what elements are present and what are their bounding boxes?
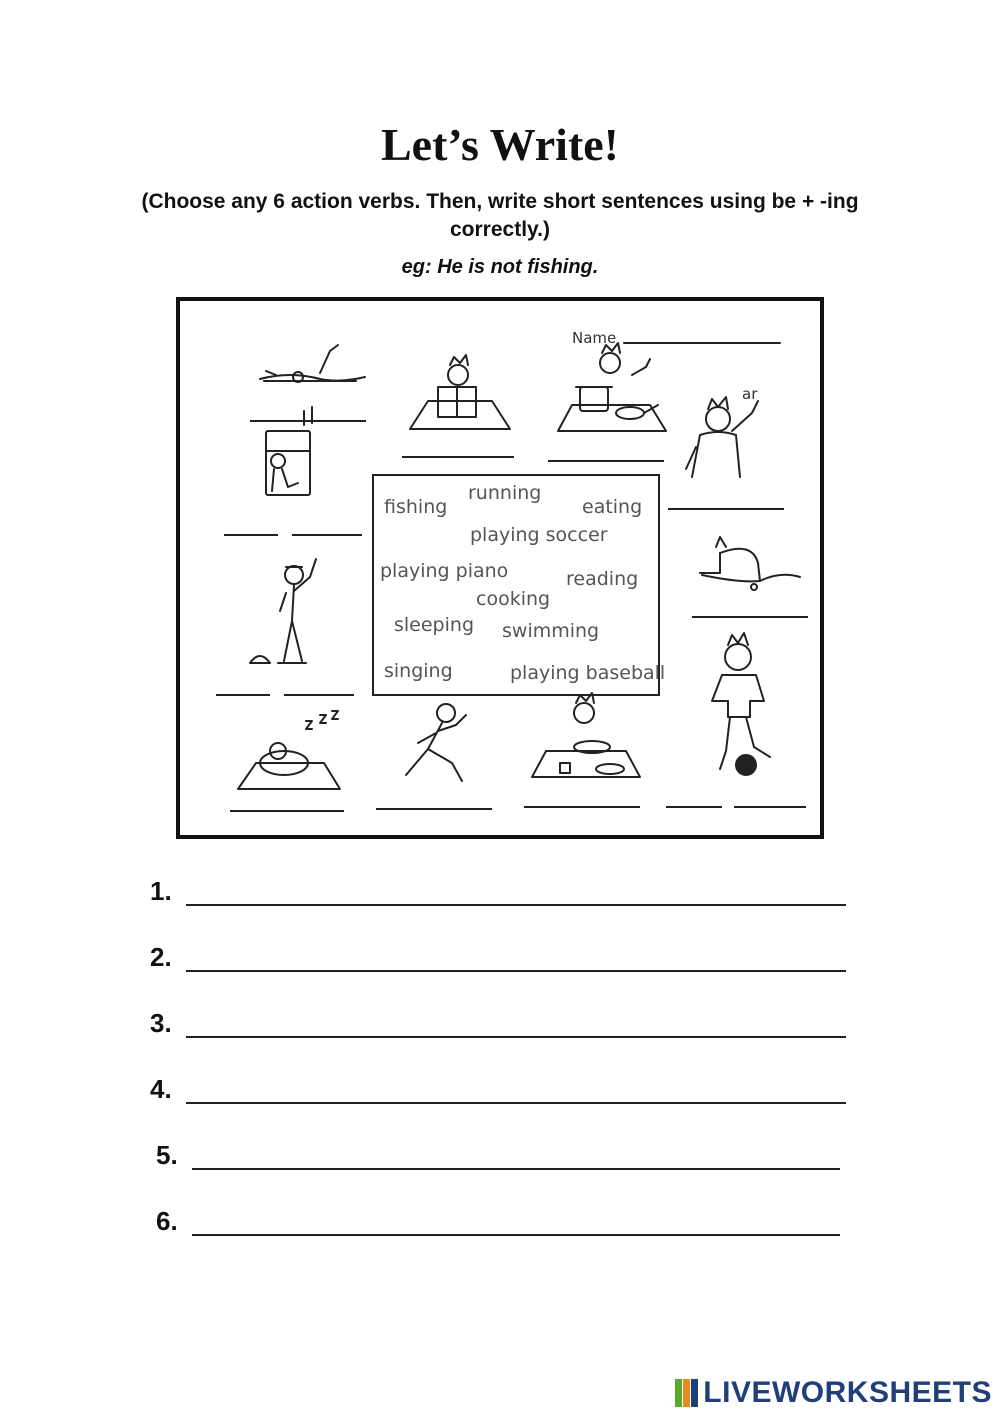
answer-number: 3. xyxy=(150,1008,172,1038)
answer-input[interactable] xyxy=(192,1168,840,1170)
answer-number: 5. xyxy=(156,1140,178,1170)
answer-input[interactable] xyxy=(186,970,846,972)
word-bank-item: cooking xyxy=(476,588,551,610)
word-bank-item: eating xyxy=(582,496,643,518)
word-bank-item: playing baseball xyxy=(510,662,666,684)
word-bank-item: sleeping xyxy=(394,614,474,636)
worksheet-title: Let’s Write! xyxy=(380,119,620,170)
sleeping-illustration xyxy=(238,711,340,789)
word-bank-item: running xyxy=(468,482,542,504)
word-bank-item: swimming xyxy=(502,620,600,642)
liveworksheets-wordmark: LIVEWORKSHEETS xyxy=(703,1376,992,1409)
answer-input[interactable] xyxy=(186,904,846,906)
answer-number: 2. xyxy=(150,942,172,972)
picture-illustrations xyxy=(180,301,820,835)
worksheet-instructions: (Choose any 6 action verbs. Then, write short sentences using be + -ing correctly.) xyxy=(141,190,859,241)
word-bank-item: playing piano xyxy=(380,560,509,582)
playing-baseball-illustration xyxy=(250,559,316,663)
running-illustration xyxy=(406,704,466,781)
word-bank-item: fishing xyxy=(384,496,448,518)
answer-number: 4. xyxy=(150,1074,172,1104)
singing-sound-text: ar xyxy=(742,385,758,403)
example-sentence: eg: He is not fishing. xyxy=(401,256,599,278)
picture-box xyxy=(176,297,824,839)
answer-input[interactable] xyxy=(192,1234,840,1236)
playing-soccer-illustration xyxy=(712,633,770,775)
answer-number: 6. xyxy=(156,1206,178,1236)
swimming-illustration xyxy=(260,345,365,382)
eating-illustration xyxy=(532,693,640,777)
answer-number: 1. xyxy=(150,876,172,906)
word-bank-item: reading xyxy=(566,568,639,590)
liveworksheets-logo-icon xyxy=(675,1379,699,1407)
answer-input[interactable] xyxy=(186,1102,846,1104)
word-bank-item: playing soccer xyxy=(470,524,608,546)
word-bank-item: singing xyxy=(384,660,453,682)
liveworksheets-branding xyxy=(675,1376,992,1410)
picture-label-blanks xyxy=(216,421,808,811)
answer-input[interactable] xyxy=(186,1036,846,1038)
singing-illustration xyxy=(686,397,758,477)
name-label: Name xyxy=(572,329,617,347)
fishing-illustration xyxy=(700,537,800,590)
reading-illustration xyxy=(410,355,510,429)
